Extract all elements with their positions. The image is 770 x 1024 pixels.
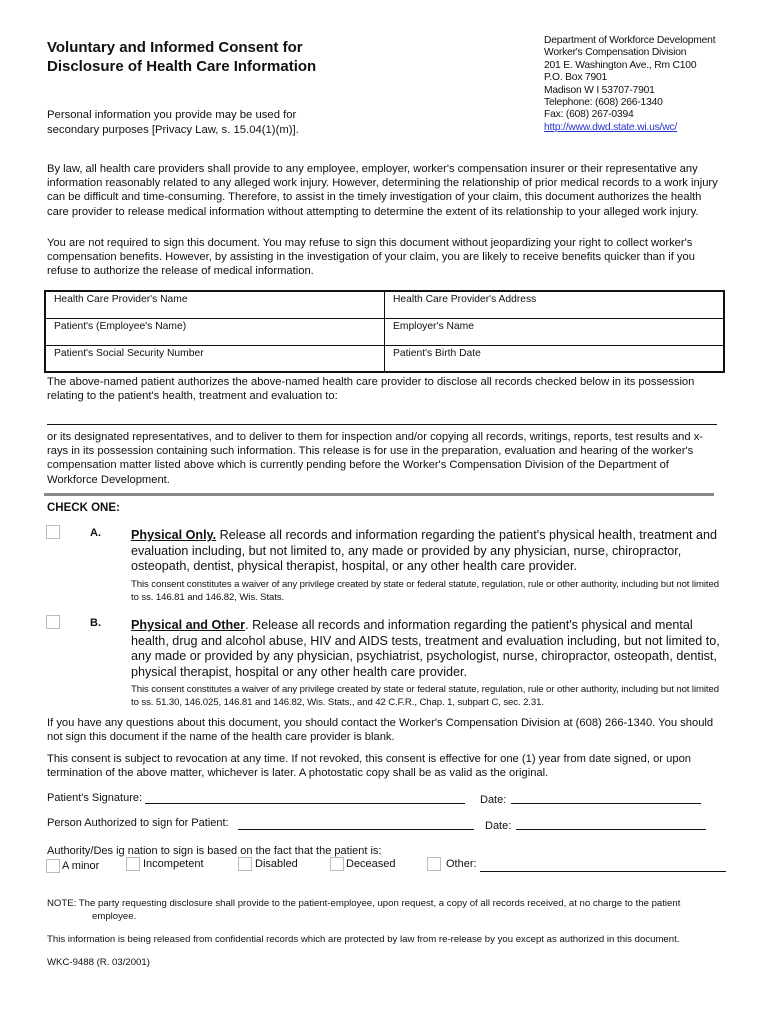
recipient-line[interactable] (47, 424, 717, 425)
privacy-notice (47, 108, 347, 137)
provider-name-field[interactable]: Health Care Provider's Name (45, 291, 385, 318)
intro-paragraph-1: By law, all health care providers shall provide to any employee, employer, worker's compensation insurer or their representative any information reasonably related to any alleged work injury. However, determining the relationship of prior medical records to a work injury can be difficult and time-consuming. Therefore, to assist in the timely investigation of your claim, this document authorizes the health care provider to release medical information without attempting to determine the extent of its relationship to your alleged work injury. (47, 163, 718, 218)
incompetent-checkbox[interactable] (126, 857, 140, 871)
patient-info-grid (44, 290, 725, 373)
privacy-line-2: secondary purposes [Privacy Law, s. 15.04(1)(m)]. (47, 123, 299, 136)
option-b-checkbox[interactable] (46, 615, 60, 629)
city-zip: Madison W I 53707-7901 (544, 84, 655, 96)
delivery-paragraph: or its designated representatives, and to deliver to them for inspection and/or copying all records, writings, reports, test results and x-rays in its possession containing such information. This release is for use in the preparation, evaluation and hearing of the worker's compensation matter listed above which is currently pending before the Worker's Compensation Division of the Department of Workforce Development. (47, 431, 704, 486)
option-a-title: Physical Only. (131, 528, 217, 542)
date-label-1: Date: (480, 794, 507, 806)
option-a-text (131, 528, 721, 575)
minor-label: A minor (62, 860, 100, 872)
form-id: WKC-9488 (R. 03/2001) (47, 957, 150, 968)
form-title (47, 38, 367, 76)
provider-address-field[interactable]: Health Care Provider's Address (385, 291, 725, 318)
disabled-checkbox[interactable] (238, 857, 252, 871)
street-address: 201 E. Washington Ave., Rm C100 (544, 59, 697, 71)
dept-name: Department of Workforce Development (544, 35, 716, 46)
website-link[interactable]: http://www.dwd.state.wi.us/wc/ (544, 121, 678, 133)
section-divider (44, 493, 714, 496)
authority-basis-label: Authority/Des ig nation to sign is based on the fact that the patient is: (47, 845, 382, 857)
fax: Fax: (608) 267-0394 (544, 109, 634, 121)
option-b-text (131, 618, 721, 680)
date-line-2[interactable] (516, 829, 706, 830)
minor-checkbox[interactable] (46, 859, 60, 873)
option-b-letter: B. (90, 617, 101, 629)
title-line-1: Voluntary and Informed Consent for (47, 39, 303, 56)
birth-date-field[interactable]: Patient's Birth Date (385, 345, 725, 372)
footer-note-continued: employee. (92, 911, 137, 922)
option-b-body: . Release all records and information regarding the patient's physical and mental health, drug and alcohol abuse, HIV and AIDS tests, treatment and evaluation including, but not limited to, any made or provided by any physician, psychiatrist, psychologist, nurse, chiropractor, osteopath, dentist, physical therapist, hospital or any other health care provider. (131, 618, 720, 679)
patient-signature-line[interactable] (145, 803, 465, 804)
confidential-notice: This information is being released from confidential records which are protected by law from re-release by you except as authorized in this document. (47, 934, 680, 945)
option-b-title: Physical and Other (131, 618, 246, 632)
incompetent-label: Incompetent (143, 858, 204, 870)
deceased-checkbox[interactable] (330, 857, 344, 871)
date-label-2: Date: (485, 820, 512, 832)
other-label: Other: (446, 858, 477, 870)
po-box: P.O. Box 7901 (544, 72, 608, 84)
authorized-signature-line[interactable] (238, 829, 474, 830)
ssn-field[interactable]: Patient's Social Security Number (45, 345, 385, 372)
date-line-1[interactable] (511, 803, 701, 804)
patient-name-field[interactable]: Patient's (Employee's Name) (45, 318, 385, 345)
option-b-waiver: This consent constitutes a waiver of any privilege created by state or federal statute, regulation, rule or other authority, including but not limited to ss. 51.30, 146.025, 146.81 and 146.82, Wis. Stats., and 42 C.F.R., Chap. 1, subpart C, sec. 2.31. (131, 684, 719, 708)
disabled-label: Disabled (255, 858, 298, 870)
deceased-label: Deceased (346, 858, 396, 870)
privacy-line-1: Personal information you provide may be used for (47, 109, 297, 121)
other-line[interactable] (480, 871, 726, 872)
questions-paragraph: If you have any questions about this document, you should contact the Worker's Compensation Division at (608) 266-1340. You should not sign this document if the name of the health care provider is blank. (47, 717, 714, 744)
authorization-paragraph: The above-named patient authorizes the above-named health care provider to disclose all records checked below in its possession relating to the patient's health, treatment and evaluation to: (47, 376, 695, 403)
footer-note: NOTE: The party requesting disclosure shall provide to the patient-employee, upon request, a copy of all records received, at no charge to the patient (47, 898, 681, 909)
agency-address-block (544, 35, 764, 134)
option-a-checkbox[interactable] (46, 525, 60, 539)
option-a-letter: A. (90, 527, 101, 539)
telephone: Telephone: (608) 266-1340 (544, 97, 663, 109)
check-one-heading: CHECK ONE: (47, 502, 120, 514)
option-a-waiver: This consent constitutes a waiver of any privilege created by state or federal statute, regulation, rule or other authority, including but not limited to ss. 146.81 and 146.82, Wis. Stats. (131, 579, 719, 603)
option-a-body: Release all records and information regarding the patient's physical health, treatment and evaluation including, but not limited to, any made or provided by any physician, nurse, chiropractor, osteopath, dentist, physical therapist, hospital, or any other health care provider. (131, 528, 718, 573)
division-name: Worker's Compensation Division (544, 47, 687, 59)
revocation-paragraph: This consent is subject to revocation at any time. If not revoked, this consent is effective for one (1) year from date signed, or upon termination of the above matter, whichever is later. A photostatic copy shall be as valid as the original. (47, 753, 692, 780)
other-checkbox[interactable] (427, 857, 441, 871)
authorized-person-label: Person Authorized to sign for Patient: (47, 817, 229, 829)
intro-paragraph-2: You are not required to sign this document. You may refuse to sign this document without jeopardizing your right to collect worker's compensation benefits. However, by assisting in the investigation of your claim, you are likely to receive benefits quicker than if you refuse to authorize the release of medical information. (47, 237, 695, 278)
title-line-2: Disclosure of Health Care Information (47, 58, 317, 75)
employer-name-field[interactable]: Employer's Name (385, 318, 725, 345)
patient-signature-label: Patient's Signature: (47, 792, 143, 804)
